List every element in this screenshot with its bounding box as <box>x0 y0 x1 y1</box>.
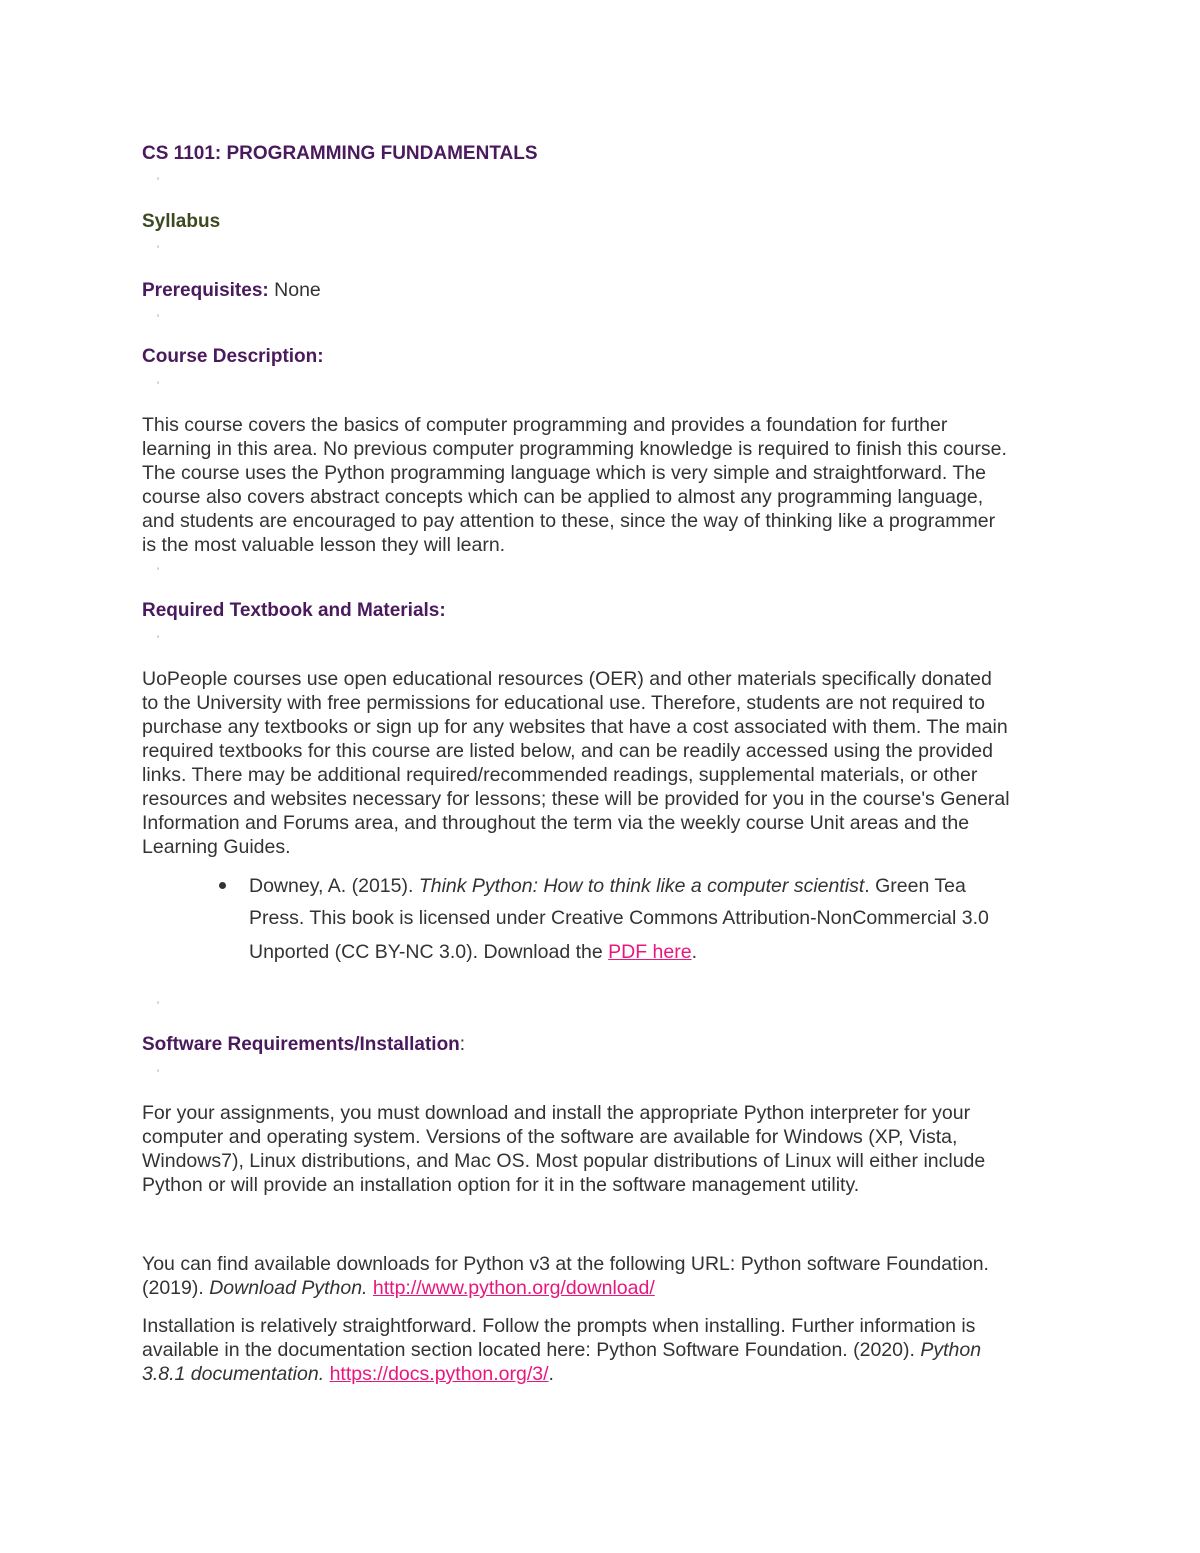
download-title: Download Python. <box>209 1277 368 1299</box>
text-line <box>142 1276 1077 1300</box>
spacer-mark: ' <box>157 1000 160 1012</box>
python-docs-link[interactable]: https://docs.python.org/3/ <box>329 1363 549 1385</box>
software-text <box>142 1101 1077 1197</box>
citation-period: . <box>691 941 697 963</box>
text-line: resources and websites necessary for lessons; these will be provided for you in the course's General <box>142 788 1010 810</box>
spacer-mark: ' <box>157 380 160 392</box>
text-line: Learning Guides. <box>142 836 291 858</box>
text-line: computer and operating system. Versions of the software are available for Windows (XP, Vista, <box>142 1126 958 1148</box>
text-line: is the most valuable lesson they will learn. <box>142 534 506 556</box>
install-citation: available in the documentation section located here: Python Software Foundation. (2020). <box>142 1339 921 1361</box>
text-line: course also covers abstract concepts which can be applied to almost any programming language, <box>142 486 984 508</box>
citation-publisher: . Green Tea <box>864 875 966 897</box>
course-description-heading: Course Description: <box>142 346 324 367</box>
text-line: learning in this area. No previous computer programming knowledge is required to finish this course. <box>142 438 1007 460</box>
document-title: CS 1101: PROGRAMMING FUNDAMENTALS <box>142 143 538 164</box>
textbook-citation-line1 <box>249 874 966 898</box>
prerequisites-value: None <box>274 279 321 301</box>
spacer-mark: ' <box>157 176 160 188</box>
spacer-mark: ' <box>157 1068 160 1080</box>
text-line: to the University with free permissions for educational use. Therefore, students are not required to <box>142 692 985 714</box>
spacer-mark: ' <box>157 313 160 325</box>
text-line: links. There may be additional required/recommended readings, supplemental materials, or other <box>142 764 978 786</box>
text-line <box>142 1338 1077 1362</box>
textbook-citation-line2: Press. This book is licensed under Creative Commons Attribution-NonCommercial 3.0 <box>249 907 989 929</box>
text-line: Python or will provide an installation option for it in the software management utility. <box>142 1174 860 1196</box>
text-line: You can find available downloads for Python v3 at the following URL: Python software Foundation. <box>142 1253 989 1275</box>
prerequisites-line <box>142 278 321 302</box>
textbook-text <box>142 667 1077 859</box>
spacer-mark: ' <box>157 244 160 256</box>
text-line: UoPeople courses use open educational resources (OER) and other materials specifically donated <box>142 668 992 690</box>
download-paragraph <box>142 1252 1077 1300</box>
textbook-citation-line3 <box>249 940 697 964</box>
bullet-icon <box>219 882 226 889</box>
software-heading-line <box>142 1034 465 1056</box>
text-line: Information and Forums area, and throughout the term via the weekly course Unit areas and the <box>142 812 970 834</box>
text-line: The course uses the Python programming language which is very simple and straightforward. The <box>142 462 986 484</box>
text-line: Windows7), Linux distributions, and Mac OS. Most popular distributions of Linux will either include <box>142 1150 986 1172</box>
software-heading: Software Requirements/Installation <box>142 1034 460 1055</box>
spacer-mark: ' <box>157 566 160 578</box>
spacer-mark: ' <box>157 634 160 646</box>
citation-book-title: Think Python: How to think like a computer scientist <box>418 875 865 897</box>
install-doc-title: Python <box>920 1339 982 1361</box>
install-period: . <box>548 1363 554 1385</box>
text-line: This course covers the basics of computer programming and provides a foundation for further <box>142 414 948 436</box>
text-line: required textbooks for this course are listed below, and can be readily accessed using the provided <box>142 740 993 762</box>
python-download-link[interactable]: http://www.python.org/download/ <box>372 1277 655 1299</box>
download-year: (2019). <box>142 1277 210 1299</box>
prerequisites-label: Prerequisites: <box>142 280 269 301</box>
course-description-text <box>142 413 1077 557</box>
text-line: For your assignments, you must download and install the appropriate Python interpreter for your <box>142 1102 971 1124</box>
pdf-download-link[interactable]: PDF here <box>608 941 692 963</box>
text-line <box>142 1362 1077 1386</box>
citation-download-text: Unported (CC BY-NC 3.0). Download the <box>249 941 609 963</box>
installation-paragraph <box>142 1314 1077 1386</box>
citation-author: Downey, A. (2015). <box>249 875 419 897</box>
textbook-heading: Required Textbook and Materials: <box>142 600 446 621</box>
install-doc-version: 3.8.1 documentation. <box>142 1363 325 1385</box>
heading-colon: : <box>459 1034 466 1055</box>
text-line: Installation is relatively straightforward. Follow the prompts when installing. Further information is <box>142 1315 976 1337</box>
text-line: purchase any textbooks or sign up for any websites that have a cost associated with them. The main <box>142 716 1008 738</box>
syllabus-heading: Syllabus <box>142 211 221 232</box>
text-line: and students are encouraged to pay attention to these, since the way of thinking like a programmer <box>142 510 996 532</box>
